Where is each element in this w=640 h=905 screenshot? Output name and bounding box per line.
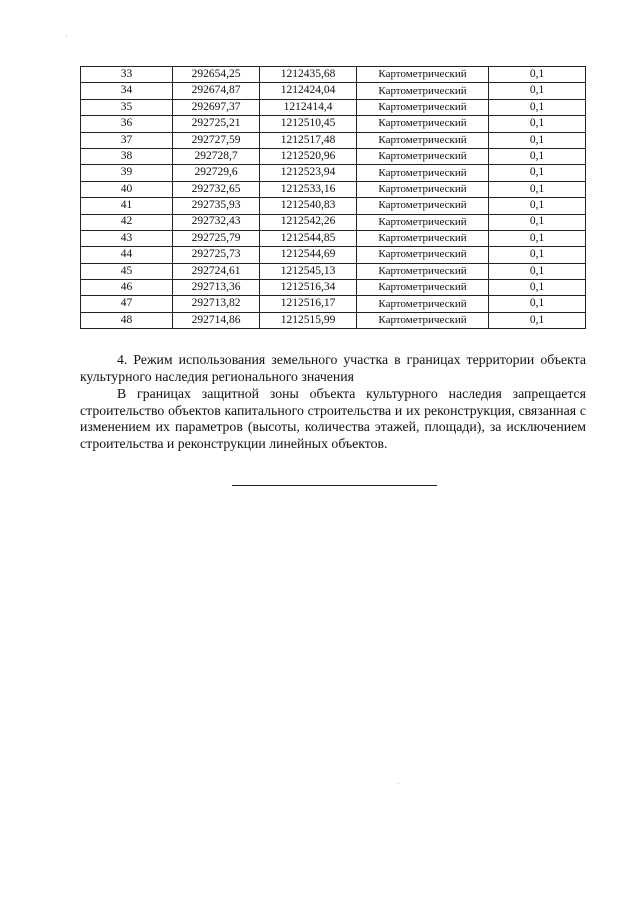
table-row: [81, 263, 586, 279]
y-coordinate-cell: 1212516,17: [260, 296, 357, 312]
x-coordinate-cell: 292725,79: [173, 230, 260, 246]
accuracy-cell: 0,1: [489, 99, 586, 115]
x-coordinate-cell: 292713,36: [173, 280, 260, 296]
point-number-cell: 41: [81, 198, 173, 214]
accuracy-cell: 0,1: [489, 83, 586, 99]
y-coordinate-cell: 1212435,68: [260, 67, 357, 83]
end-divider-line: [232, 485, 437, 486]
table-row: [81, 116, 586, 132]
x-coordinate-cell: 292697,37: [173, 99, 260, 115]
method-cell: Картометрический: [357, 132, 489, 148]
accuracy-cell: 0,1: [489, 296, 586, 312]
table-row: [81, 280, 586, 296]
y-coordinate-cell: 1212520,96: [260, 148, 357, 164]
method-cell: Картометрический: [357, 247, 489, 263]
y-coordinate-cell: 1212545,13: [260, 263, 357, 279]
table-row: [81, 83, 586, 99]
method-cell: Картометрический: [357, 116, 489, 132]
x-coordinate-cell: 292732,43: [173, 214, 260, 230]
method-cell: Картометрический: [357, 312, 489, 328]
y-coordinate-cell: 1212523,94: [260, 165, 357, 181]
table-row: [81, 296, 586, 312]
accuracy-cell: 0,1: [489, 198, 586, 214]
x-coordinate-cell: 292714,86: [173, 312, 260, 328]
accuracy-cell: 0,1: [489, 67, 586, 83]
accuracy-cell: 0,1: [489, 116, 586, 132]
point-number-cell: 33: [81, 67, 173, 83]
point-number-cell: 44: [81, 247, 173, 263]
x-coordinate-cell: 292725,73: [173, 247, 260, 263]
x-coordinate-cell: 292732,65: [173, 181, 260, 197]
accuracy-cell: 0,1: [489, 280, 586, 296]
accuracy-cell: 0,1: [489, 312, 586, 328]
accuracy-cell: 0,1: [489, 148, 586, 164]
method-cell: Картометрический: [357, 181, 489, 197]
table-row: [81, 312, 586, 328]
y-coordinate-cell: 1212515,99: [260, 312, 357, 328]
y-coordinate-cell: 1212542,26: [260, 214, 357, 230]
accuracy-cell: 0,1: [489, 263, 586, 279]
method-cell: Картометрический: [357, 198, 489, 214]
point-number-cell: 43: [81, 230, 173, 246]
point-number-cell: 47: [81, 296, 173, 312]
method-cell: Картометрический: [357, 99, 489, 115]
y-coordinate-cell: 1212544,69: [260, 247, 357, 263]
accuracy-cell: 0,1: [489, 165, 586, 181]
x-coordinate-cell: 292725,21: [173, 116, 260, 132]
x-coordinate-cell: 292654,25: [173, 67, 260, 83]
accuracy-cell: 0,1: [489, 132, 586, 148]
point-number-cell: 38: [81, 148, 173, 164]
method-cell: Картометрический: [357, 67, 489, 83]
accuracy-cell: 0,1: [489, 247, 586, 263]
point-number-cell: 39: [81, 165, 173, 181]
table-row: [81, 214, 586, 230]
coordinates-table: [80, 66, 586, 329]
scan-speck: [398, 783, 399, 784]
y-coordinate-cell: 1212414,4: [260, 99, 357, 115]
x-coordinate-cell: 292728,7: [173, 148, 260, 164]
y-coordinate-cell: 1212516,34: [260, 280, 357, 296]
accuracy-cell: 0,1: [489, 230, 586, 246]
point-number-cell: 36: [81, 116, 173, 132]
method-cell: Картометрический: [357, 165, 489, 181]
scan-speck: [66, 36, 67, 37]
y-coordinate-cell: 1212510,45: [260, 116, 357, 132]
table-row: [81, 67, 586, 83]
method-cell: Картометрический: [357, 214, 489, 230]
table-row: [81, 181, 586, 197]
point-number-cell: 37: [81, 132, 173, 148]
point-number-cell: 45: [81, 263, 173, 279]
point-number-cell: 35: [81, 99, 173, 115]
point-number-cell: 40: [81, 181, 173, 197]
table-row: [81, 132, 586, 148]
y-coordinate-cell: 1212544,85: [260, 230, 357, 246]
x-coordinate-cell: 292727,59: [173, 132, 260, 148]
point-number-cell: 42: [81, 214, 173, 230]
table-row: [81, 99, 586, 115]
point-number-cell: 48: [81, 312, 173, 328]
method-cell: Картометрический: [357, 83, 489, 99]
table-row: [81, 148, 586, 164]
x-coordinate-cell: 292674,87: [173, 83, 260, 99]
table-row: [81, 198, 586, 214]
table-row: [81, 165, 586, 181]
y-coordinate-cell: 1212517,48: [260, 132, 357, 148]
x-coordinate-cell: 292729,6: [173, 165, 260, 181]
method-cell: Картометрический: [357, 280, 489, 296]
section-4-heading: 4. Режим использования земельного участка в границах территории объекта культурного наследия регионального значения: [80, 352, 586, 384]
table-row: [81, 230, 586, 246]
method-cell: Картометрический: [357, 263, 489, 279]
section-4-body: В границах защитной зоны объекта культурного наследия запрещается строительство объектов капитального строительства и их реконструкция, связанная с изменением их параметров (высоты, количества этажей, площади), за исключением строительства и реконструкции линейных объектов.: [80, 386, 586, 451]
point-number-cell: 34: [81, 83, 173, 99]
accuracy-cell: 0,1: [489, 181, 586, 197]
y-coordinate-cell: 1212540,83: [260, 198, 357, 214]
method-cell: Картометрический: [357, 230, 489, 246]
method-cell: Картометрический: [357, 296, 489, 312]
y-coordinate-cell: 1212424,04: [260, 83, 357, 99]
point-number-cell: 46: [81, 280, 173, 296]
x-coordinate-cell: 292735,93: [173, 198, 260, 214]
method-cell: Картометрический: [357, 148, 489, 164]
accuracy-cell: 0,1: [489, 214, 586, 230]
y-coordinate-cell: 1212533,16: [260, 181, 357, 197]
x-coordinate-cell: 292713,82: [173, 296, 260, 312]
table-row: [81, 247, 586, 263]
x-coordinate-cell: 292724,61: [173, 263, 260, 279]
